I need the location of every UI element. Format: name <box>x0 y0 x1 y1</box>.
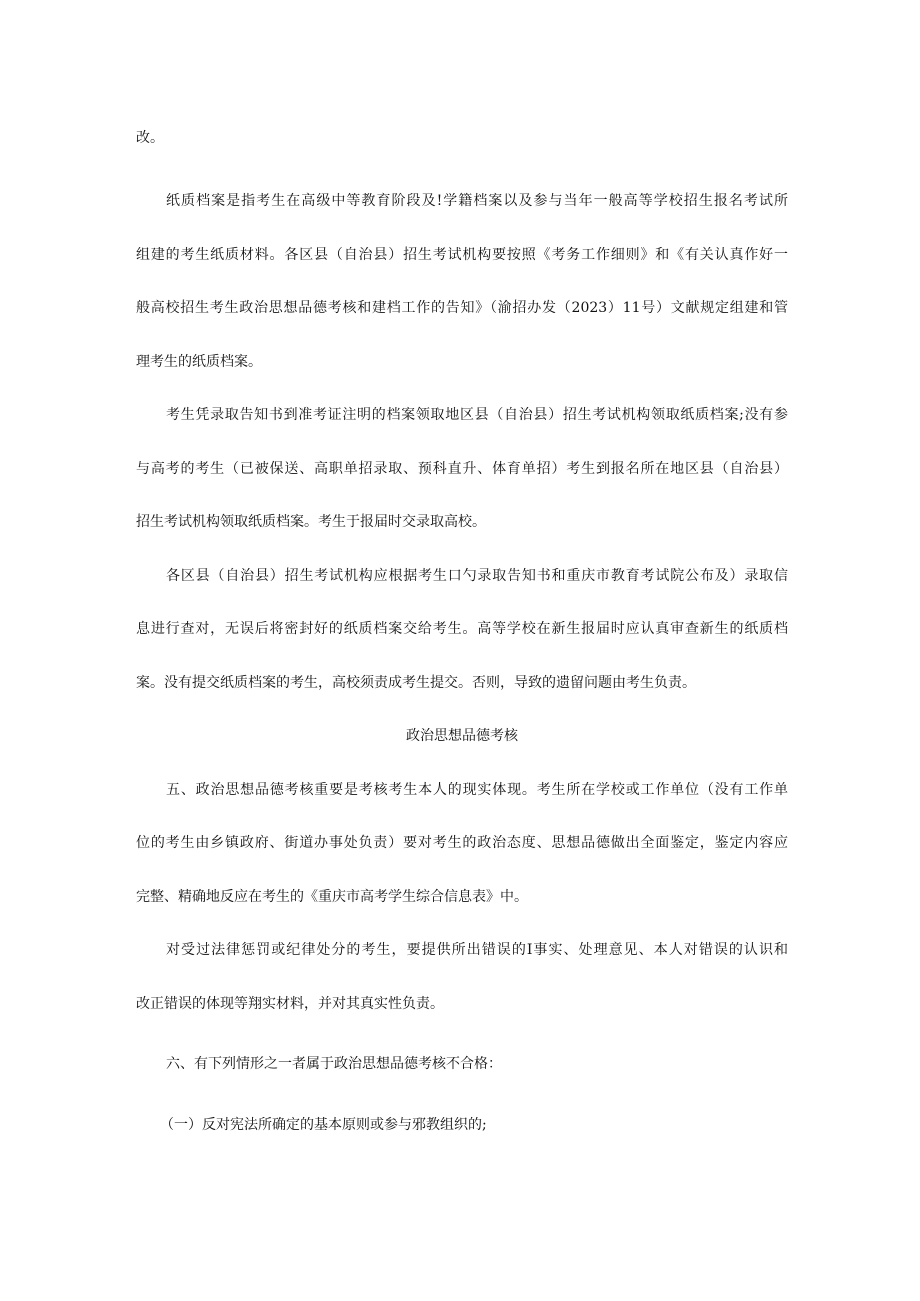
text-line: 改。 <box>136 130 164 146</box>
text-line: 各区县（自治县）招生考试机构应根据考生口勺录取告知书和重庆市教育考试院公布及）录取信 <box>166 568 788 584</box>
text-line: 纸质档案是指考生在高级中等教育阶段及!学籍档案以及参与当年一般高等学校招生报名考试所 <box>166 193 788 209</box>
text-line: 完整、精确地反应在考生的《重庆市高考学生综合信息表》中。 <box>136 889 528 905</box>
text-line: 对受过法律惩罚或纪律处分的考生，要提供所出错误的I事实、处理意见、本人对错误的认识和 <box>166 942 788 958</box>
section-heading: 政治思想品德考核 <box>406 728 518 744</box>
text-line: 般高校招生考生政治思想品德考核和建档工作的告知》（渝招办发（2023）11号）文献规定组建和管 <box>136 300 788 316</box>
text-line: 息进行查对，无误后将密封好的纸质档案交给考生。高等学校在新生报届时应认真审查新生的纸质档 <box>136 621 788 637</box>
text-line: 六、有下列情形之一者属于政治思想品德考核不合格： <box>166 1056 502 1072</box>
text-line: 招生考试机构领取纸质档案。考生于报届时交录取高校。 <box>136 514 486 530</box>
text-line: 与高考的考生（已被保送、高职单招录取、预科直升、体育单招）考生到报名所在地区县（自治县） <box>136 461 788 477</box>
text-line: （一）反对宪法所确定的基本原则或参与邪教组织的; <box>160 1117 487 1133</box>
text-line: 考生凭录取告知书到准考证注明的档案领取地区县（自治县）招生考试机构领取纸质档案;没有参 <box>166 407 788 423</box>
text-line: 案。没有提交纸质档案的考生，高校须责成考生提交。否则，导致的遗留问题由考生负责。 <box>136 675 696 691</box>
text-line: 理考生的纸质档案。 <box>136 354 262 370</box>
text-line: 五、政治思想品德考核重要是考核考生本人的现实体现。考生所在学校或工作单位（没有工作单 <box>166 782 788 798</box>
text-line: 组建的考生纸质材料。各区县（自治县）招生考试机构要按照《考务工作细则》和《有关认真作好一 <box>136 247 788 263</box>
text-line: 改正错误的体现等翔实材料，并对其真实性负责。 <box>136 996 444 1012</box>
text-line: 位的考生由乡镇政府、街道办事处负责）要对考生的政治态度、思想品德做出全面鉴定，鉴定内容应 <box>136 835 788 851</box>
